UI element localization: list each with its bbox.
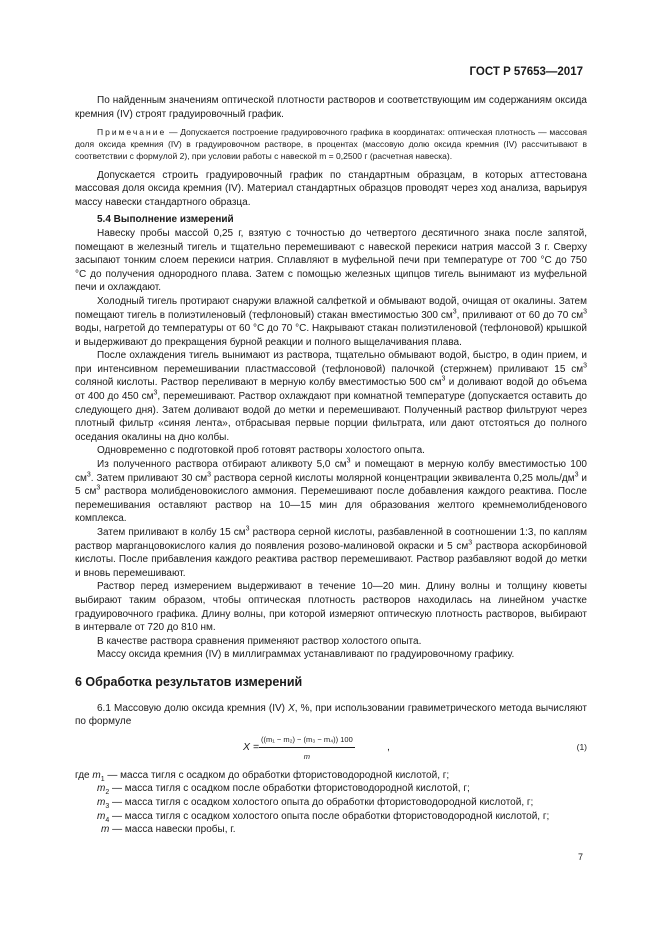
superscript: 3: [96, 484, 101, 492]
page-content: [75, 94, 587, 837]
page-number: 7: [577, 852, 583, 862]
formula-denominator: m: [303, 752, 311, 762]
superscript: 3: [468, 539, 473, 547]
symbol-x: X: [288, 702, 295, 714]
paragraph-acid-dissolution: [75, 349, 587, 444]
text-run: и помещают в мерную колбу вместимостью 100 см: [75, 459, 587, 484]
superscript: 3: [583, 362, 587, 370]
definitions-list: [75, 769, 587, 837]
definition-row: [75, 769, 587, 783]
note-label: Примечание: [97, 127, 167, 138]
standard-header: ГОСТ Р 57653—2017: [469, 66, 583, 78]
superscript: 3: [153, 389, 158, 397]
note-text: — Допускается построение градуировочного графика в координатах: оптическая плотность — массовая доля оксида кремния (IV) в градуировочном растворе, в процентах (массовую долю оксида кремния (IV) рассчитывают в соответствии с формулой 2), при условии работы с навеской m = 0,2500 г (расчетная навеска).: [75, 127, 587, 161]
formula-numerator: ((m₁ − m₂) − (m₃ − m₄)) 100: [259, 733, 355, 749]
paragraph-sample-fusion: Навеску пробы массой 0,25 г, взятую с точностью до четвертого десятичного знака после запятой, помещают в железный тигель и тщательно перемешивают с навеской перекиси натрия массой 3 г. Сверху засыпают тонким слоем перекиси натрия. Сплавляют в муфельной печи при температуре от 700 °С до 750 °С до получения однородного плава. Затем с помощью железных щипцов тигель вынимают из муфельной печи и охлаждают.: [75, 227, 587, 294]
paragraph-mass-from-graph: Массу оксида кремния (IV) в миллиграммах устанавливают по градуировочному графику.: [97, 649, 515, 661]
note: [75, 127, 587, 162]
symbol: m: [92, 769, 101, 781]
definition-row: [75, 796, 587, 810]
text-run: и доливают водой до объема от 400 до 450 см: [75, 377, 587, 403]
text-run: — масса тигля с осадком после обработки фтористоводородной кислотой, г;: [109, 783, 470, 795]
superscript: 3: [574, 471, 579, 479]
superscript: 3: [346, 457, 351, 465]
section-heading-6: 6 Обработка результатов измерений: [75, 674, 303, 689]
formula-comma: ,: [387, 740, 390, 753]
paragraph-standard-samples: Допускается строить градуировочный график по стандартным образцам, в которых аттестована массовая доля оксида кремния (IV). Материал стандартных образцов проводят через ход анализа, варьируя массу навески стандартного образца.: [75, 169, 587, 208]
formula-lhs: X =: [243, 740, 260, 753]
paragraph-aliquot: [75, 458, 587, 526]
text-run: . Затем приливают 30 см: [90, 472, 208, 484]
superscript: 3: [245, 525, 250, 533]
text-run: 6.1 Массовую долю оксида кремния (IV): [97, 702, 289, 714]
text-run: соляной кислоты. Раствор переливают в мерную колбу вместимостью 500 см: [75, 377, 442, 389]
text-run: — масса тигля с осадком холостого опыта после обработки фтористоводородной кислотой, г;: [109, 810, 550, 822]
section-heading-5-4: 5.4 Выполнение измерений: [97, 214, 234, 226]
text-run: Затем приливают в колбу 15 см: [97, 527, 246, 539]
superscript: 3: [441, 376, 446, 384]
superscript: 3: [207, 471, 212, 479]
text-run: Из полученного раствора отбирают аликвоту 5,0 см: [97, 459, 347, 471]
text-run: Холодный тигель протирают снаружи влажной салфеткой и обмывают водой, очищая от окалины. Затем помещают тигель в полиэтиленовый (тефлоновый) стакан вместимостью 300 см: [75, 295, 587, 321]
text-run: раствора серной кислоты, разбавленной в соотношении 1:3, по каплям раствор марганцовокислого калия до появления розово-малиновой окраски и 5 см: [75, 527, 587, 552]
text-run: — масса навески пробы, г.: [109, 824, 236, 836]
symbol: m: [97, 783, 106, 795]
text-run: раствора аскорбиновой кислоты. После прибавления каждого реактива раствор перемешивают. Раствор разбавляют водой до метки и вновь перемешивают.: [75, 540, 587, 579]
paragraph-measurement: Раствор перед измерением выдерживают в течение 10—20 мин. Длину волны и толщину кюветы выбирают таким образом, чтобы оптическая плотность растворов находилась на линейном участке градуировочного графика. Длину волны, при которой измеряют оптическую плотность растворов, выбирают в интервале от 720 до 810 нм.: [75, 581, 587, 634]
formula-1: [75, 733, 587, 767]
definition-row: [75, 810, 587, 824]
formula-fraction: [259, 733, 355, 764]
symbol: m: [101, 824, 110, 836]
symbol: m: [97, 810, 106, 822]
subscript: 4: [105, 816, 110, 824]
paragraph-reference-solution: В качестве раствора сравнения применяют раствор холостого опыта.: [97, 635, 422, 647]
text-run: , приливают от 60 до 70 см: [456, 309, 584, 321]
paragraph-calibration: По найденным значениям оптической плотности растворов и соответствующим им содержаниям оксида кремния (IV) строят градуировочный график.: [75, 95, 587, 120]
paragraph-gravimetric: [75, 702, 587, 729]
paragraph-crucible-leaching: [75, 295, 587, 349]
text-run: , %, при использовании гравиметрического метода вычисляют по формуле: [75, 702, 587, 728]
subscript: 1: [100, 775, 105, 783]
formula-number: (1): [576, 741, 587, 752]
text-run: , перемешивают. Раствор охлаждают при комнатной температуре (допускается оставить до следующего дня). Затем доливают водой до метки и перемешивают. Полученный раствор фильтруют через плотный фильтр «синяя лента», отбрасывая первые порции фильтрата, или дают отстояться до полного оседания окалины на дно колбы.: [75, 391, 587, 443]
text-run: раствора молибденовокислого аммония. Перемешивают после добавления каждого реактива. После перемешивания оставляют раствор на 10—15 мин для образования желтого кремнемолибденового комплекса.: [75, 486, 587, 525]
superscript: 3: [86, 471, 91, 479]
subscript: 3: [105, 802, 110, 810]
text-run: воды, нагретой до температуры от 60 °С до 70 °С. Накрывают стакан полиэтиленовой (тефлоновой) крышкой и выдерживают до прекращения бурной реакции и полного выщелачивания плава.: [75, 323, 587, 348]
text-run: — масса тигля с осадком холостого опыта до обработки фтористоводородной кислотой, г;: [109, 796, 534, 808]
text-run: раствора серной кислоты молярной концентрации эквивалента 0,25 моль/дм: [211, 472, 575, 484]
superscript: 3: [583, 308, 588, 316]
symbol: m: [97, 796, 106, 808]
text-run: и 5 см: [75, 472, 587, 498]
subscript: 2: [105, 789, 110, 797]
definition-row: [75, 823, 587, 837]
paragraph-reduction: [75, 526, 587, 580]
text-run: где: [75, 769, 93, 781]
definition-row: [75, 782, 587, 796]
superscript: 3: [452, 308, 457, 316]
text-run: — масса тигля с осадком до обработки фтористоводородной кислотой, г;: [104, 769, 450, 781]
paragraph-blank-solutions: Одновременно с подготовкой проб готовят растворы холостого опыта.: [97, 445, 425, 457]
text-run: После охлаждения тигель вынимают из раствора, тщательно обмывают водой, быстро, в один прием, и при интенсивном перемешивании пластмассовой (тефлоновой) палочкой (стержнем) приливают 15 см: [75, 350, 587, 375]
